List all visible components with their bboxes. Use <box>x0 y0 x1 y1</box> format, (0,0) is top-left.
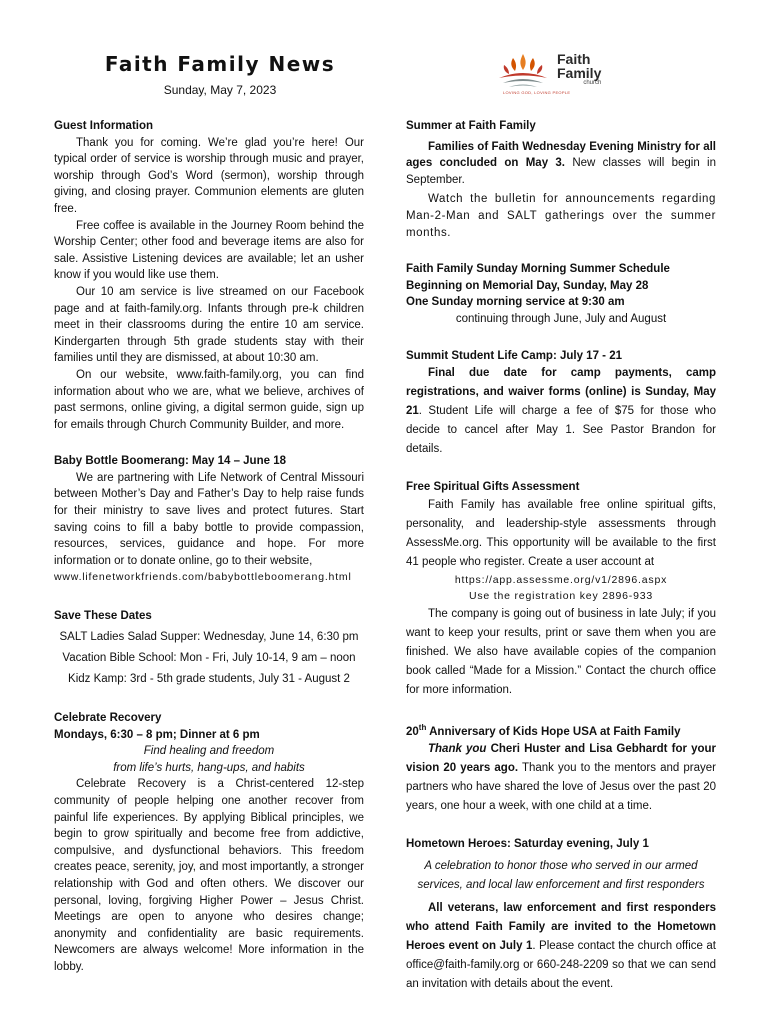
celebrate-recovery-section <box>54 710 364 976</box>
church-logo <box>495 52 615 98</box>
date-line: Kidz Kamp: 3rd - 5th grade students, July 31 - August 2 <box>68 673 350 686</box>
paragraph: On our website, www.faith-family.org, you can find information about who we are, what we believe, archives of past sermons, online giving, a digital sermon guide, sign up for emails through Church Community Builder, and more. <box>54 368 364 431</box>
logo-word-church: church <box>583 80 602 86</box>
schedule-line: Beginning on Memorial Day, Sunday, May 28 <box>406 279 649 292</box>
save-dates-section <box>54 606 364 690</box>
right-column <box>406 118 716 994</box>
date-line: Vacation Bible School: Mon - Fri, July 10-14, 9 am – noon <box>62 652 356 665</box>
ordinal-suffix: th <box>418 722 427 732</box>
spiritual-gifts-section <box>406 479 716 700</box>
paragraph: Faith Family has available free online spiritual gifts, personality, and leadership-style assessments through AssessMe.org. This opportunity will be available to the first 41 people who register. Create a user account at <box>406 498 716 568</box>
kids-hope-section <box>406 720 716 816</box>
website-link[interactable]: www.lifenetworkfriends.com/babybottleboomerang.html <box>54 571 352 584</box>
text: . Please contact the church office at office@faith-family.org or 660-248-2209 so that we can send an invitation with details about the event. <box>406 939 716 990</box>
italic-line: Find healing and freedom <box>143 745 275 758</box>
section-heading: Hometown Heroes: Saturday evening, July 1 <box>406 838 649 851</box>
section-heading: Guest Information <box>54 120 154 132</box>
left-column <box>54 118 364 976</box>
section-heading: Summit Student Life Camp: July 17 - 21 <box>406 349 622 362</box>
section-subheading: Mondays, 6:30 – 8 pm; Dinner at 6 pm <box>54 728 260 741</box>
summer-section <box>406 118 716 241</box>
section-heading: Summer at Faith Family <box>406 120 536 132</box>
schedule-line: Faith Family Sunday Morning Summer Schedule <box>406 263 670 276</box>
text: . Student Life will charge a fee of $75 for those who decide to cancel after May 1. See Pastor Brandon for details. <box>406 405 716 456</box>
logo-tagline: LOVING GOD, LOVING PEOPLE <box>503 90 571 95</box>
guest-information-section <box>54 118 364 433</box>
heading-text: Anniversary of Kids Hope USA at Faith Family <box>426 725 681 738</box>
registration-key: Use the registration key 2896-933 <box>469 590 653 603</box>
section-heading: Free Spiritual Gifts Assessment <box>406 481 580 494</box>
logo-word-family: Family <box>557 65 602 81</box>
paragraph <box>406 364 716 459</box>
newsletter-title: Faith Family News <box>104 52 336 76</box>
bold-text: All veterans, law enforcement and first responders who attend Faith Family are invited to the Hometown Heroes event on July 1 <box>406 901 716 952</box>
paragraph: Celebrate Recovery is a Christ-centered 12-step community of people helping one another recover from painful life experiences. By applying Biblical principles, we begin to grow spiritually and become free from addictive, compulsive, and dysfunctional behaviors. This freedom creates peace, serenity, joy, and most importantly, a stronger relationship with God and often others. We discover our personal, loving, forgiving Higher Power – Jesus Christ. Meetings are open to anyone who desires change; anonymity and confidentiality are basic requirements. Newcomers are always welcome! More information in the lobby. <box>54 778 364 973</box>
italic-text: Thank you <box>428 743 487 756</box>
paragraph: Watch the bulletin for announcements regarding Man-2-Man and SALT gatherings over the summer months. <box>406 193 716 239</box>
heading-number: 20 <box>406 725 419 738</box>
schedule-line: continuing through June, July and August <box>455 312 667 325</box>
italic-line: from life’s hurts, hang-ups, and habits <box>113 761 305 774</box>
section-heading <box>406 720 716 740</box>
paragraph <box>406 899 716 994</box>
section-heading: Save These Dates <box>54 610 152 623</box>
paragraph: Our 10 am service is live streamed on our Facebook page and at faith-family.org. Infants through pre-k children meet in their classrooms during the entire 10 am service. Kindergarten through 5th grade students stay with their families until they are dismissed, at about 10:30 am. <box>54 285 364 365</box>
flame-mark-icon <box>495 52 551 90</box>
text: New classes will begin in September. <box>406 157 716 186</box>
hometown-heroes-section <box>406 836 716 994</box>
section-heading: Baby Bottle Boomerang: May 14 – June 18 <box>54 455 286 468</box>
paragraph <box>406 740 716 816</box>
student-camp-section <box>406 348 716 460</box>
summer-schedule-section <box>406 261 716 327</box>
paragraph: Thank you for coming. We’re glad you’re here! Our typical order of service is worship through music and prayer, worship through God’s Word (sermon), worship through giving, and closing prayer. Communion elements are gluten free. <box>54 136 364 215</box>
newsletter-date: Sunday, May 7, 2023 <box>163 83 277 97</box>
text: Thank you to the mentors and prayer partners who have shared the love of Jesus over the past 20 years, one hour a week, with one child at a time. <box>406 762 716 813</box>
bold-text: Cheri Huster and Lisa Gebhardt for your vision 20 years ago. <box>406 743 716 775</box>
baby-bottle-section <box>54 453 364 586</box>
paragraph: We are partnering with Life Network of Central Missouri between Mother’s Day and Father’s Day to help raise funds for their ministry to save lives and protect futures. Start saving coins to fill a baby bottle to provide compassion, resources, services, guidance and hope. For more information or to donate online, go to their website, <box>54 471 364 567</box>
section-heading: Celebrate Recovery <box>54 712 162 725</box>
bold-text: Final due date for camp payments, camp registrations, and waiver forms (online) is Sunday, May 21 <box>406 367 716 418</box>
schedule-line: One Sunday morning service at 9:30 am <box>406 296 625 309</box>
paragraph: Free coffee is available in the Journey Room behind the Worship Center; other food and beverage items are also for sale. Assistive Listening devices are available; let an usher know if you would like use them. <box>54 219 364 282</box>
logo-word-faith: Faith <box>557 51 591 67</box>
bold-text: Families of Faith Wednesday Evening Ministry for all ages concluded on May 3. <box>406 140 716 170</box>
italic-line: A celebration to honor those who served in our armed services, and local law enforcement and first responders <box>417 859 705 891</box>
assessment-link[interactable]: https://app.assessme.org/v1/2896.aspx <box>454 573 668 586</box>
paragraph: The company is going out of business in late July; if you want to keep your results, print or save them when you are finished. We also have available copies of the companion book called “Made for a Mission.” Contact the church office for more information. <box>406 607 716 696</box>
date-line: SALT Ladies Salad Supper: Wednesday, June 14, 6:30 pm <box>59 631 359 644</box>
paragraph <box>406 139 716 189</box>
